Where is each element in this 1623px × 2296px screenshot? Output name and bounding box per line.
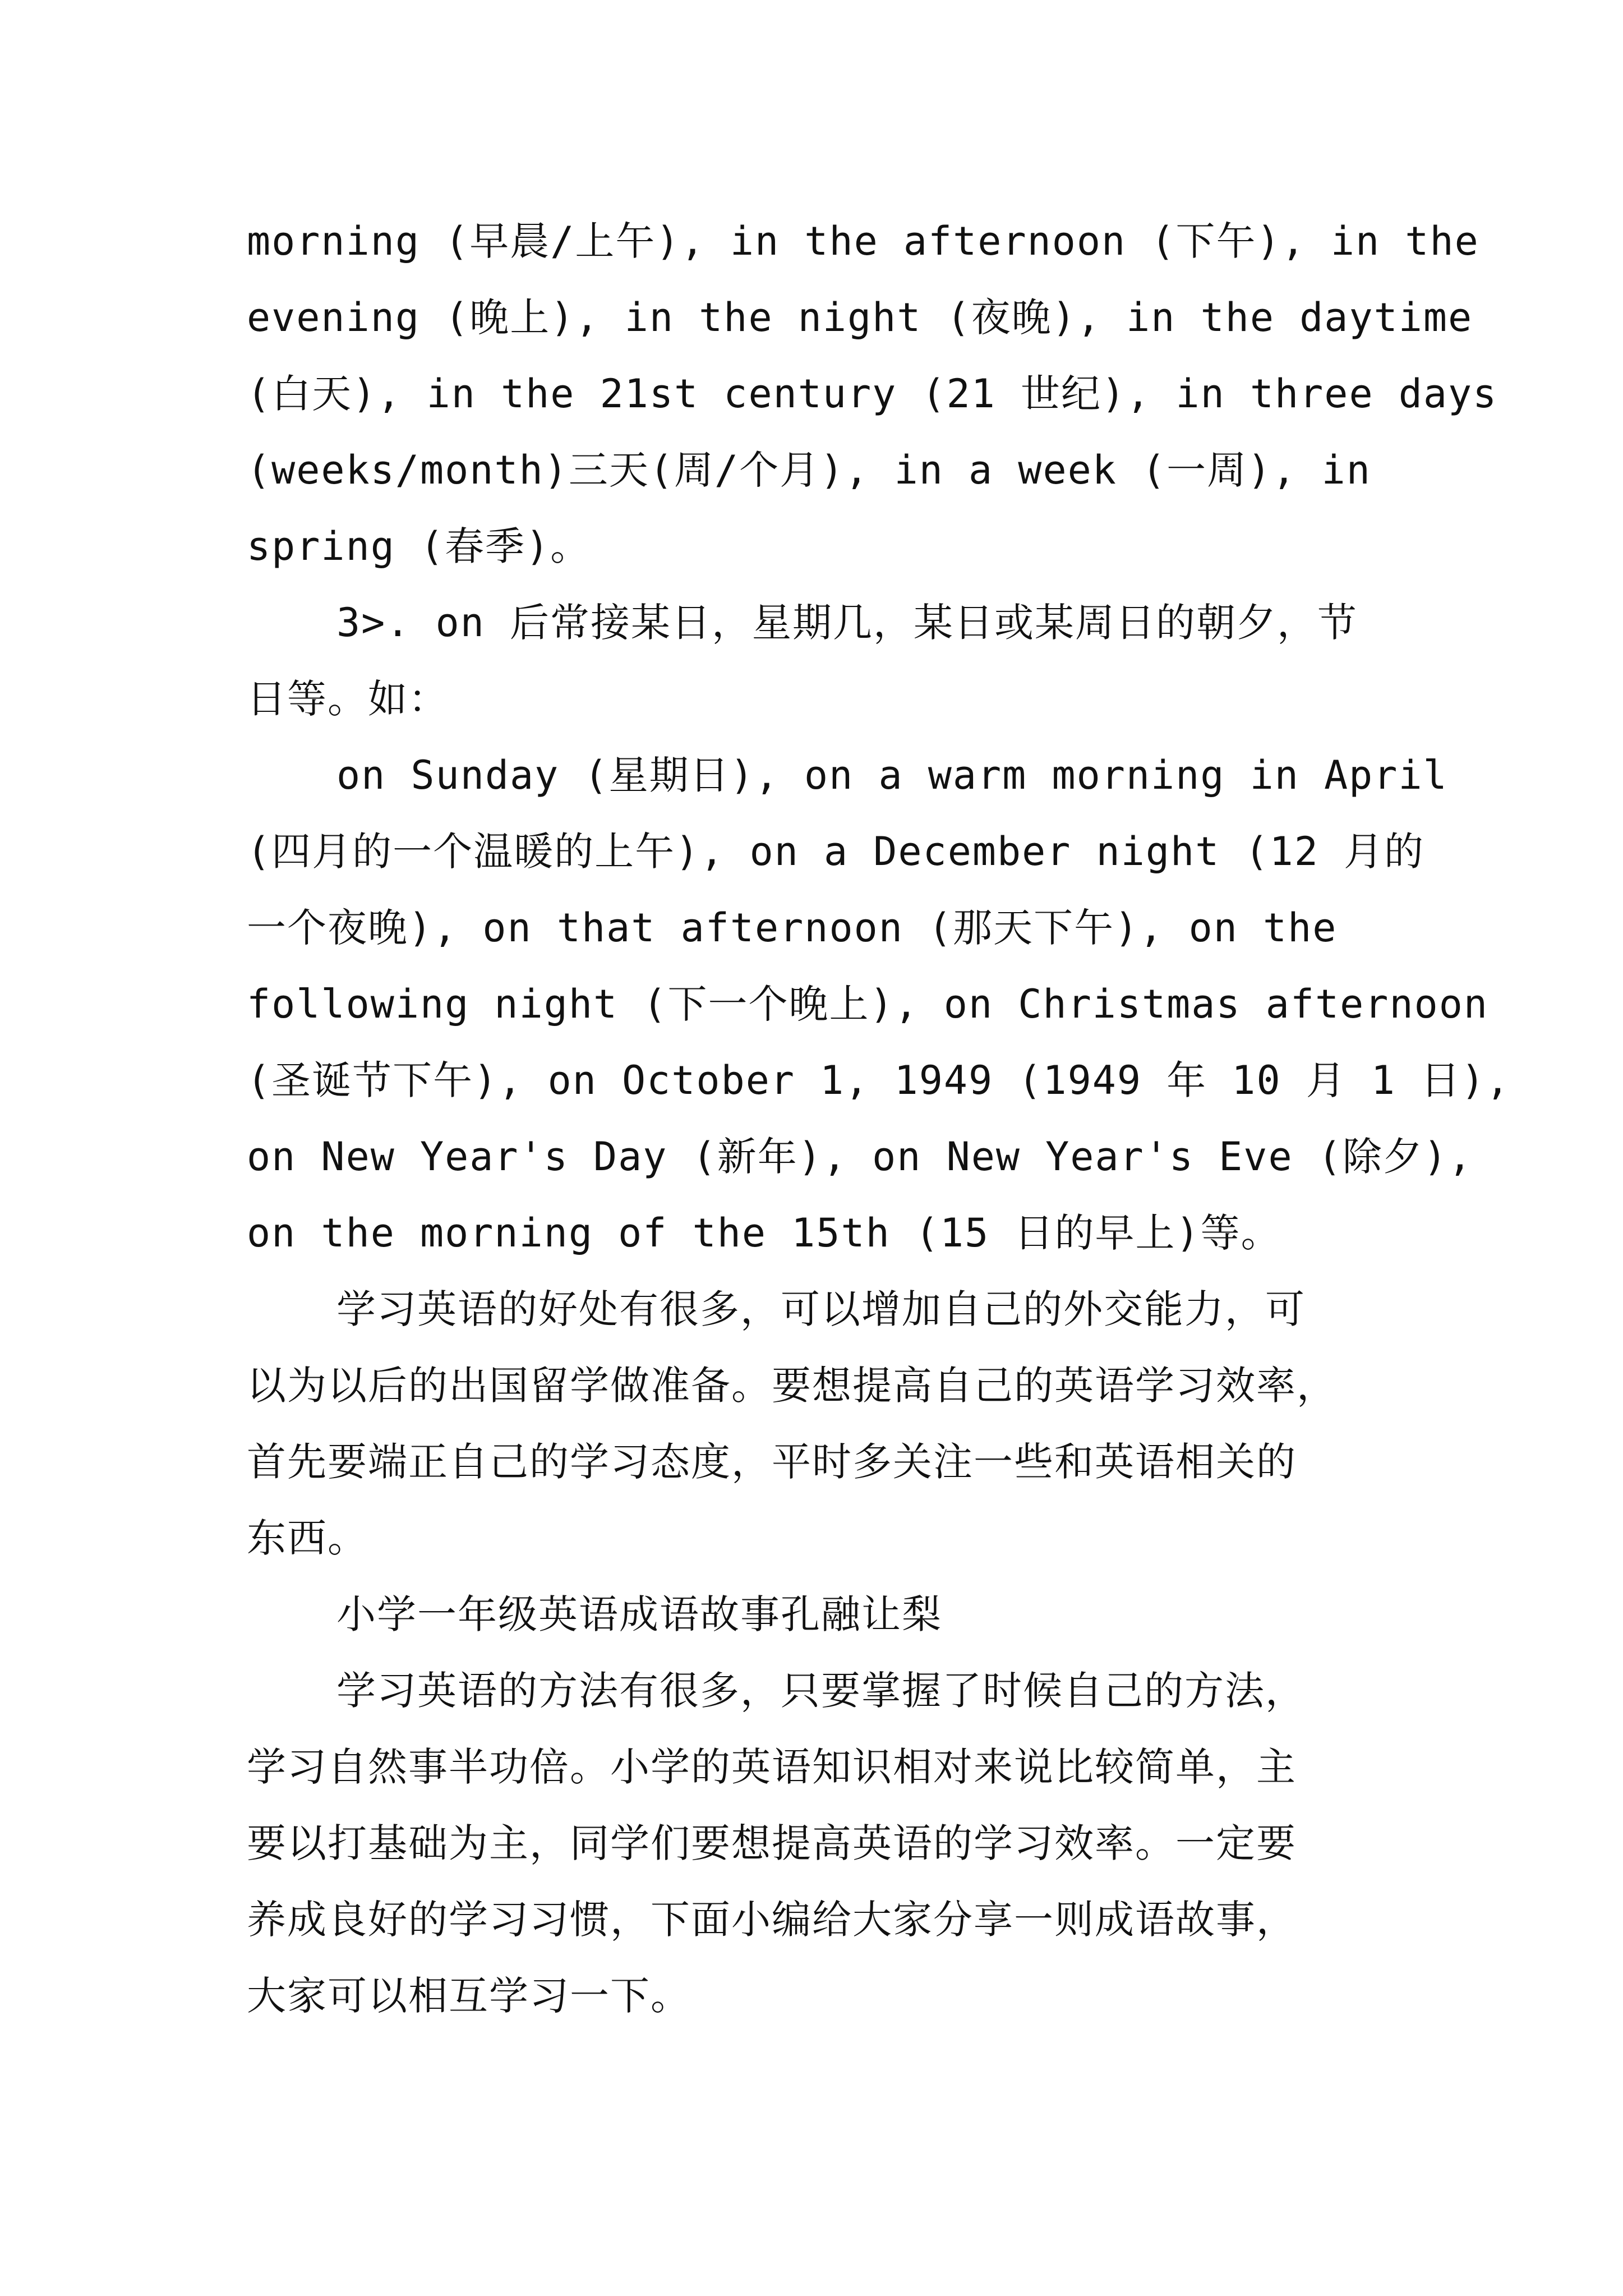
text-line: 学习自然事半功倍。小学的英语知识相对来说比较简单，主 [247, 1744, 1297, 1790]
text-line: (weeks/month)三天(周/个月), in a week (一周), in [247, 447, 1371, 493]
text-line: on New Year's Day (新年), on New Year's Eve (除夕), [247, 1134, 1473, 1180]
body-text [247, 203, 1511, 2034]
text-line: 东西。 [247, 1515, 368, 1561]
text-line: on the morning of the 15th (15 日的早上)等。 [247, 1210, 1281, 1256]
text-line: (四月的一个温暖的上午), on a December night (12 月的 [247, 829, 1425, 875]
text-line: 以为以后的出国留学做准备。要想提高自己的英语学习效率， [247, 1363, 1337, 1409]
text-line: 日等。如： [247, 676, 449, 722]
text-line: following night (下一个晚上), on Christmas afternoon [247, 981, 1489, 1027]
text-line: (白天), in the 21st century (21 世纪), in three days [247, 371, 1498, 417]
text-line: 3>. on 后常接某日，星期几，某日或某周日的朝夕，节 [336, 600, 1358, 646]
text-line: 首先要端正自己的学习态度，平时多关注一些和英语相关的 [247, 1439, 1297, 1485]
text-line: spring (春季)。 [247, 523, 591, 569]
text-line: morning (早晨/上午), in the afternoon (下午), in the [247, 218, 1479, 264]
text-line: on Sunday (星期日), on a warm morning in April [336, 752, 1448, 798]
text-line: 学习英语的方法有很多，只要掌握了时候自己的方法， [336, 1668, 1306, 1714]
text-line: 学习英语的好处有很多，可以增加自己的外交能力，可 [336, 1286, 1306, 1332]
text-line: 大家可以相互学习一下。 [247, 1973, 691, 2019]
text-line: 一个夜晚), on that afternoon (那天下午), on the [247, 905, 1338, 951]
text-line: evening (晚上), in the night (夜晚), in the daytime [247, 295, 1473, 341]
section-heading: 小学一年级英语成语故事孔融让梨 [336, 1591, 942, 1637]
text-line: 要以打基础为主，同学们要想提高英语的学习效率。一定要 [247, 1820, 1297, 1866]
text-line: (圣诞节下午), on October 1, 1949 (1949 年 10 月 1 日), [247, 1057, 1511, 1103]
text-line: 养成良好的学习习惯，下面小编给大家分享一则成语故事， [247, 1897, 1297, 1943]
